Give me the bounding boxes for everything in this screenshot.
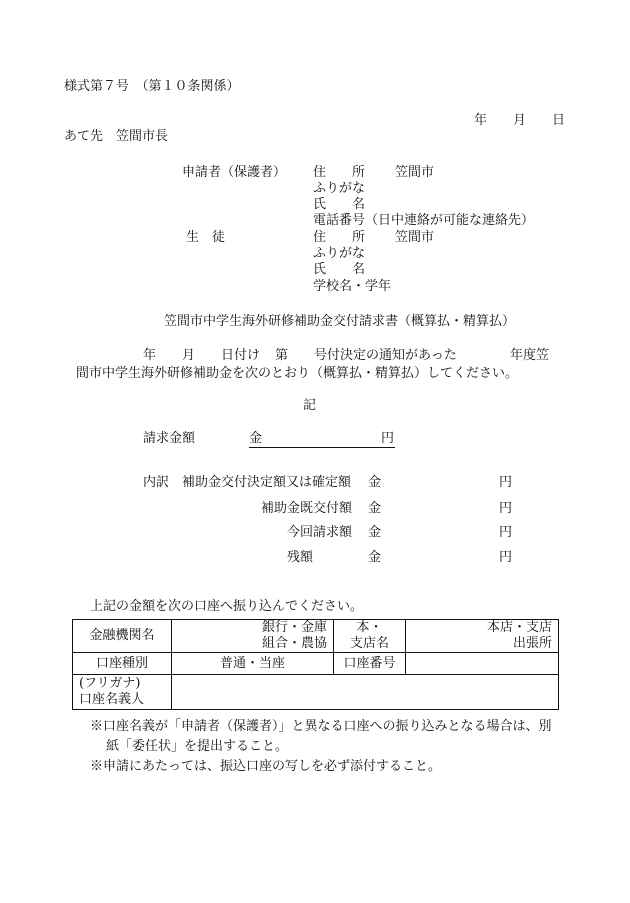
account-number-label: 口座番号 [343,655,396,671]
table-row [73,620,559,653]
table-row [73,653,559,675]
institution-label: 金融機関名 [89,628,155,643]
account-type-options: 普通・当座 [219,655,285,671]
breakdown-row-yen: 円 [499,550,513,565]
body-line2: 間市中学生海外研修補助金を次のとおり（概算払・精算払）してください。 [76,366,519,381]
breakdown-row-yen: 円 [499,501,513,516]
request-amount-yen: 円 [381,431,395,446]
breakdown-label: 内訳 [143,475,170,490]
transfer-intro: 上記の金額を次の口座へ振り込んでください。 [90,599,364,614]
account-type-options-cell [172,653,334,675]
student-furigana-label: ふりがな [313,246,366,261]
breakdown-row-kin: 金 [368,501,382,516]
request-amount-underline [249,447,395,448]
applicant-name-label: 氏 名 [313,197,366,212]
applicant-address-label: 住 所 [313,165,366,180]
holder-label-line1: (フリガナ) [79,676,141,691]
student-address-value: 笠間市 [395,230,435,245]
request-amount-kin: 金 [249,431,263,446]
institution-label-cell [73,620,172,653]
breakdown-row-yen: 円 [499,525,513,540]
branch-label-line2: 支店名 [349,636,389,651]
holder-value-cell [172,675,559,710]
account-number-value-cell [406,653,559,675]
note-2: ※申請にあたっては、振込口座の写しを必ず添付すること。 [90,759,442,774]
bank-types-line1: 銀行・金庫 [261,620,327,635]
bank-account-table [72,619,559,710]
breakdown-row-label: 残額 [287,550,314,565]
breakdown-row-yen: 円 [499,475,513,490]
bank-types-cell [172,620,334,653]
breakdown-row-kin: 金 [368,525,382,540]
account-type-label-cell [73,653,172,675]
applicant-address-value: 笠間市 [395,165,435,180]
table-row [73,675,559,710]
body-no-prefix: 第 [275,348,289,363]
note-1-line1: ※口座名義が「申請者（保護者）」と異なる口座への振り込みとなる場合は、別 [90,719,552,734]
request-amount-label: 請求金額 [143,431,196,446]
body-year: 年 [143,348,157,363]
ki-marker: 記 [303,398,317,413]
body-notice: 号付決定の通知があった [314,348,457,363]
date-month-label: 月 [513,113,527,128]
account-type-label: 口座種別 [95,655,148,671]
branch-label-cell [334,620,406,653]
body-fiscal: 年度笠 [510,348,550,363]
date-day-label: 日 [552,113,566,128]
student-role: 生 徒 [186,230,226,245]
breakdown-row-label: 今回請求額 [287,525,353,540]
branch-types-line2: 出張所 [512,636,552,651]
applicant-phone-label: 電話番号（日中連絡が可能な連絡先） [313,213,535,228]
bank-types-line2: 組合・農協 [261,636,327,651]
branch-types-line1: 本店・支店 [486,620,552,635]
addressee: あて先 笠間市長 [64,129,169,144]
breakdown-row-label: 補助金交付決定額又は確定額 [182,475,352,490]
student-name-label: 氏 名 [313,262,366,277]
branch-label-line1: 本・ [356,620,383,635]
student-address-label: 住 所 [313,230,366,245]
student-school-label: 学校名・学年 [313,279,392,294]
breakdown-row-kin: 金 [368,475,382,490]
holder-label-line2: 口座名義人 [79,692,145,707]
document-title: 笠間市中学生海外研修補助金交付請求書（概算払・精算払） [164,314,516,329]
breakdown-row-label: 補助金既交付額 [261,501,353,516]
branch-types-cell [406,620,559,653]
applicant-role: 申請者（保護者） [182,165,287,180]
body-month: 月 [182,348,196,363]
note-1-line2: 紙「委任状」を提出すること。 [106,739,289,754]
account-number-label-cell [334,653,406,675]
date-year-label: 年 [474,113,488,128]
body-day-suffix: 日付け [221,348,261,363]
breakdown-row-kin: 金 [368,550,382,565]
applicant-furigana-label: ふりがな [313,181,366,196]
form-number: 様式第７号 （第１０条関係） [64,79,240,94]
holder-label-cell [73,675,172,710]
